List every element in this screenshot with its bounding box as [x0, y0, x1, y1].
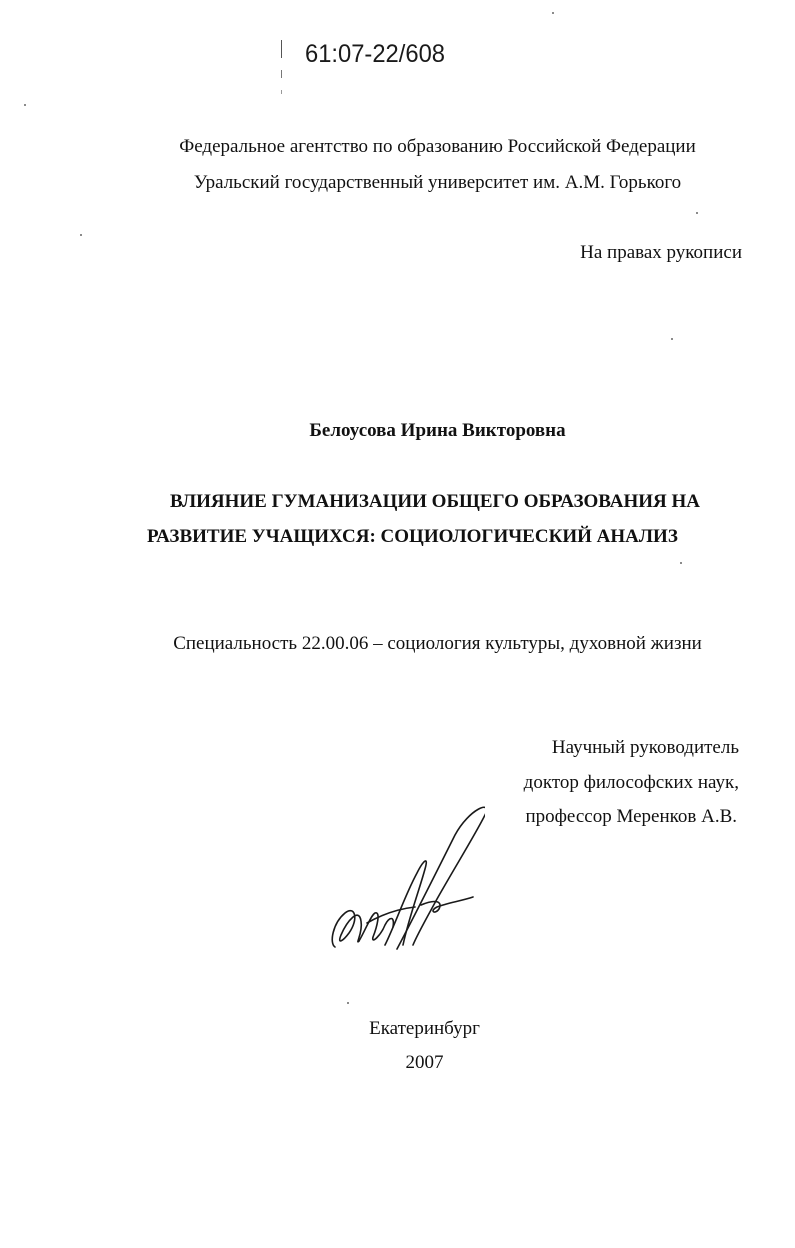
catalog-stamp-code: 61:07-22/608	[305, 40, 445, 68]
year: 2007	[405, 1052, 444, 1073]
signature-stroke	[367, 907, 415, 923]
thesis-title-line-2: РАЗВИТИЕ УЧАЩИХСЯ: СОЦИОЛОГИЧЕСКИЙ АНАЛИЗ	[147, 526, 678, 547]
supervisor-name: профессор Меренков А.В.	[525, 806, 737, 827]
handwritten-signature-icon	[325, 795, 485, 965]
signature-stroke	[397, 807, 485, 949]
thesis-title-line-1: ВЛИЯНИЕ ГУМАНИЗАЦИИ ОБЩЕГО ОБРАЗОВАНИЯ НА	[170, 491, 700, 512]
scan-speck	[347, 1002, 349, 1004]
stamp-margin-line	[281, 40, 282, 112]
agency-name: Федеральное агентство по образованию Российской Федерации	[179, 136, 696, 157]
supervisor-degree: доктор философских наук,	[523, 772, 739, 793]
specialty-line: Специальность 22.00.06 – социология культуры, духовной жизни	[173, 633, 702, 654]
signature-stroke	[421, 897, 473, 912]
rights-note: На правах рукописи	[580, 242, 742, 263]
university-name: Уральский государственный университет им. А.М. Горького	[193, 172, 682, 193]
scan-speck	[80, 234, 82, 236]
scan-speck	[552, 12, 554, 14]
city-name: Екатеринбург	[369, 1018, 480, 1039]
scan-speck	[671, 338, 673, 340]
scan-speck	[696, 212, 698, 214]
signature-stroke	[332, 911, 361, 947]
scan-speck	[680, 562, 682, 564]
scan-speck	[24, 104, 26, 106]
author-name: Белоусова Ирина Викторовна	[309, 420, 566, 441]
supervisor-role: Научный руководитель	[551, 737, 739, 758]
